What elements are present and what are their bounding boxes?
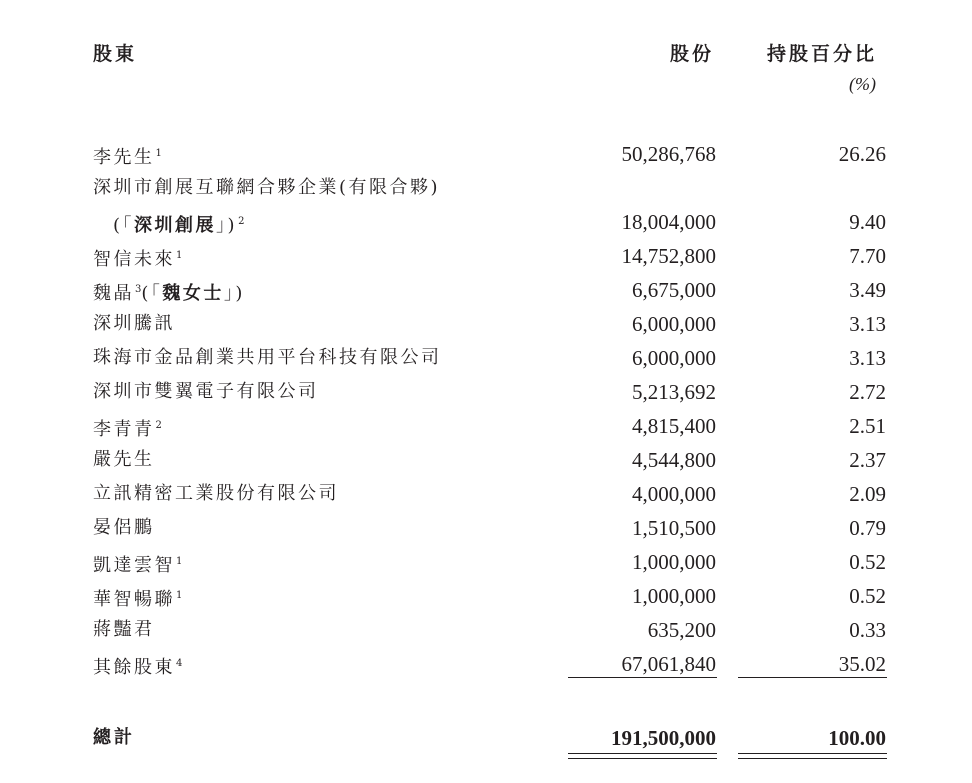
table-row xyxy=(0,649,972,679)
shares-value: 1,000,000 xyxy=(632,550,716,574)
name-part: 深圳創展 xyxy=(134,215,217,236)
total-double-rule-top-pct xyxy=(738,753,887,754)
percentage-value: 2.72 xyxy=(849,380,886,404)
table-row xyxy=(0,275,972,305)
name-part: 智信未來 xyxy=(93,249,175,270)
percentage-value: 2.09 xyxy=(849,482,886,506)
name-part: 凱達雲智 xyxy=(93,555,175,576)
total-double-rule-bottom-pct xyxy=(738,758,887,759)
name-part: 蔣豔君 xyxy=(93,619,155,640)
header-percentage: 持股百分比 xyxy=(767,43,878,65)
footnote-ref: 1 xyxy=(176,250,183,261)
name-part: 深圳市雙翼電子有限公司 xyxy=(93,381,319,402)
name-part: 珠海市金品創業共用平台科技有限公司 xyxy=(93,347,442,368)
footnote-ref: 2 xyxy=(155,420,162,431)
header-shareholder: 股東 xyxy=(93,43,138,65)
total-row xyxy=(0,723,972,753)
subtotal-rule-pct xyxy=(738,677,887,678)
table-row xyxy=(0,445,972,475)
shareholder-name xyxy=(113,207,244,241)
name-part: 李青青 xyxy=(93,419,155,440)
percentage-value: 2.37 xyxy=(849,448,886,472)
percentage-value: 0.33 xyxy=(849,618,886,642)
percentage-value: 0.52 xyxy=(849,584,886,608)
shareholder-name xyxy=(93,275,245,309)
shares-value: 6,675,000 xyxy=(632,278,716,302)
name-part: 晏侶鵬 xyxy=(93,517,155,538)
percentage-value: 3.13 xyxy=(849,346,886,370)
table-row xyxy=(0,343,972,373)
table-row xyxy=(0,581,972,611)
shares-value: 4,000,000 xyxy=(632,482,716,506)
name-part: 」) xyxy=(216,215,238,236)
percentage-value: 9.40 xyxy=(849,210,886,234)
shareholder-name xyxy=(93,343,442,373)
shares-value: 6,000,000 xyxy=(632,346,716,370)
table-row xyxy=(0,377,972,407)
name-part: 立訊精密工業股份有限公司 xyxy=(93,483,339,504)
shareholder-name xyxy=(93,479,339,509)
total-double-rule-top-shares xyxy=(568,753,717,754)
name-part: (「 xyxy=(141,283,163,304)
name-part: (「 xyxy=(113,215,135,236)
percentage-value: 3.49 xyxy=(849,278,886,302)
table-row xyxy=(0,411,972,441)
shareholder-name xyxy=(93,139,162,173)
shareholder-name xyxy=(93,377,319,407)
shares-value: 1,510,500 xyxy=(632,516,716,540)
table-row xyxy=(0,547,972,577)
table-row xyxy=(0,207,972,237)
table-row xyxy=(0,309,972,339)
name-part: 」) xyxy=(223,283,245,304)
total-pct: 100.00 xyxy=(828,726,886,750)
footnote-ref: 2 xyxy=(238,216,245,227)
shareholder-name xyxy=(93,547,182,581)
name-part: 魏女士 xyxy=(162,283,224,304)
table-row xyxy=(0,615,972,645)
percentage-value: 3.13 xyxy=(849,312,886,336)
header-percentage-unit: (%) xyxy=(849,74,876,94)
shareholder-name xyxy=(93,445,155,475)
shareholder-name xyxy=(93,581,182,615)
shareholder-name xyxy=(93,615,155,645)
table-row xyxy=(0,513,972,543)
percentage-value: 0.79 xyxy=(849,516,886,540)
percentage-value: 2.51 xyxy=(849,414,886,438)
shareholder-name xyxy=(93,649,182,683)
shareholder-name xyxy=(93,513,155,543)
shares-value: 1,000,000 xyxy=(632,584,716,608)
shares-value: 50,286,768 xyxy=(621,142,716,166)
total-label: 總計 xyxy=(93,727,135,748)
total-double-rule-bottom-shares xyxy=(568,758,717,759)
shares-value: 4,815,400 xyxy=(632,414,716,438)
footnote-ref: 3 xyxy=(135,284,142,295)
name-part: 李先生 xyxy=(93,147,155,168)
shareholder-name xyxy=(93,309,175,339)
name-part: 其餘股東 xyxy=(93,657,175,678)
name-part: 深圳市創展互聯網合夥企業(有限合夥) xyxy=(93,177,441,198)
shares-value: 18,004,000 xyxy=(621,210,716,234)
table-row xyxy=(0,479,972,509)
percentage-value: 0.52 xyxy=(849,550,886,574)
name-part: 魏晶 xyxy=(93,283,134,304)
percentage-value: 26.26 xyxy=(838,142,886,166)
footnote-ref: 1 xyxy=(176,556,183,567)
footnote-ref: 1 xyxy=(176,590,183,601)
table-row xyxy=(0,139,972,169)
shares-value: 4,544,800 xyxy=(632,448,716,472)
footnote-ref: 1 xyxy=(155,148,162,159)
shares-value: 67,061,840 xyxy=(621,652,716,676)
total-shares: 191,500,000 xyxy=(611,726,716,750)
name-part: 深圳騰訊 xyxy=(93,313,175,334)
shares-value: 5,213,692 xyxy=(632,380,716,404)
table-row xyxy=(0,173,972,203)
percentage-value: 7.70 xyxy=(849,244,886,268)
name-part: 嚴先生 xyxy=(93,449,155,470)
shareholder-name xyxy=(93,241,182,275)
table-row xyxy=(0,241,972,271)
shares-value: 14,752,800 xyxy=(621,244,716,268)
shareholder-name xyxy=(93,411,162,445)
shareholder-name xyxy=(93,173,440,203)
percentage-value: 35.02 xyxy=(838,652,886,676)
footnote-ref: 4 xyxy=(176,658,183,669)
shares-value: 6,000,000 xyxy=(632,312,716,336)
subtotal-rule-shares xyxy=(568,677,717,678)
header-shares: 股份 xyxy=(670,43,715,65)
shares-value: 635,200 xyxy=(647,618,716,642)
name-part: 華智暢聯 xyxy=(93,589,175,610)
